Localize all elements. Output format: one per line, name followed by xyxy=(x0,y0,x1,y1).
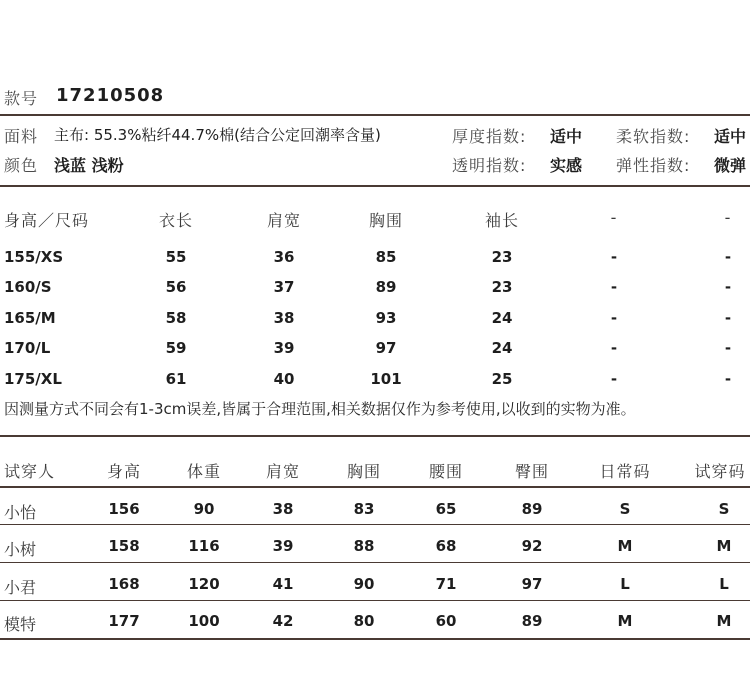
size-cell: - xyxy=(724,278,732,296)
model-cell: L xyxy=(620,575,630,593)
model-header-7: 日常码 xyxy=(599,462,651,481)
transparency-value: 实感 xyxy=(550,156,583,175)
size-header-0: 身高／尺码 xyxy=(4,211,90,230)
size-cell: 24 xyxy=(491,309,513,327)
size-cell: 38 xyxy=(273,309,295,327)
size-cell: 89 xyxy=(375,278,397,296)
size-header-1: 衣长 xyxy=(158,211,193,230)
size-cell: 25 xyxy=(491,370,513,388)
model-row-divider xyxy=(0,486,750,488)
elasticity-label: 弹性指数: xyxy=(616,156,691,175)
size-cell: 36 xyxy=(273,248,295,266)
model-cell: 65 xyxy=(435,500,457,518)
size-cell: 58 xyxy=(165,309,187,327)
model-header-8: 试穿码 xyxy=(694,462,746,481)
model-row-divider xyxy=(0,524,750,525)
model-header-2: 体重 xyxy=(186,462,221,481)
size-row-label: 160/S xyxy=(4,278,52,296)
size-cell: 59 xyxy=(165,339,187,357)
measurement-note: 因测量方式不同会有1-3cm误差,皆属于合理范围,相关数据仅作为参考使用,以收到的实物为准。 xyxy=(4,400,636,418)
model-cell: S xyxy=(619,500,631,518)
divider-top xyxy=(0,114,750,116)
softness-value: 适中 xyxy=(714,127,747,146)
model-cell: 158 xyxy=(108,537,140,555)
size-cell: 39 xyxy=(273,339,295,357)
model-cell: 89 xyxy=(521,612,543,630)
color-values: 浅蓝 浅粉 xyxy=(54,156,124,175)
thickness-value: 适中 xyxy=(550,127,583,146)
model-row-divider xyxy=(0,638,750,640)
style-no: 17210508 xyxy=(56,85,165,106)
size-cell: - xyxy=(610,248,618,266)
size-row-label: 155/XS xyxy=(4,248,64,266)
size-cell: - xyxy=(724,339,732,357)
model-cell: M xyxy=(716,537,732,555)
model-cell: 83 xyxy=(353,500,375,518)
model-cell: 156 xyxy=(108,500,140,518)
size-cell: 93 xyxy=(375,309,397,327)
model-name: 小怡 xyxy=(4,503,37,522)
model-name: 模特 xyxy=(4,615,37,634)
model-name: 小君 xyxy=(4,578,37,597)
model-header-6: 臀围 xyxy=(514,462,549,481)
model-cell: 42 xyxy=(272,612,294,630)
size-cell: 97 xyxy=(375,339,397,357)
size-cell: 56 xyxy=(165,278,187,296)
model-cell: M xyxy=(617,612,633,630)
model-cell: 80 xyxy=(353,612,375,630)
model-row-divider xyxy=(0,600,750,601)
elasticity-value: 微弹 xyxy=(714,156,747,175)
model-header-0: 试穿人 xyxy=(4,462,56,481)
model-row-divider xyxy=(0,562,750,563)
size-row-label: 175/XL xyxy=(4,370,62,388)
model-cell: 100 xyxy=(188,612,220,630)
size-cell: - xyxy=(610,339,618,357)
size-cell: - xyxy=(610,278,618,296)
size-cell: - xyxy=(724,309,732,327)
size-cell: 23 xyxy=(491,248,513,266)
thickness-label: 厚度指数: xyxy=(452,127,527,146)
size-cell: - xyxy=(724,248,732,266)
model-name: 小树 xyxy=(4,540,37,559)
model-header-5: 腰围 xyxy=(428,462,463,481)
style-no-label: 款号 xyxy=(4,89,39,108)
model-cell: 88 xyxy=(353,537,375,555)
size-cell: - xyxy=(610,370,618,388)
model-cell: L xyxy=(719,575,729,593)
size-cell: - xyxy=(724,370,732,388)
size-header-5: - xyxy=(610,208,618,227)
model-header-4: 胸围 xyxy=(346,462,381,481)
model-cell: 60 xyxy=(435,612,457,630)
size-row-label: 165/M xyxy=(4,309,56,327)
model-cell: S xyxy=(718,500,730,518)
size-header-6: - xyxy=(724,208,732,227)
size-cell: 23 xyxy=(491,278,513,296)
size-header-3: 胸围 xyxy=(368,211,403,230)
model-cell: 68 xyxy=(435,537,457,555)
model-cell: M xyxy=(716,612,732,630)
size-cell: 55 xyxy=(165,248,187,266)
size-row-label: 170/L xyxy=(4,339,51,357)
model-cell: 38 xyxy=(272,500,294,518)
model-cell: 90 xyxy=(353,575,375,593)
size-cell: 101 xyxy=(370,370,402,388)
size-cell: 40 xyxy=(273,370,295,388)
model-cell: 92 xyxy=(521,537,543,555)
transparency-label: 透明指数: xyxy=(452,156,527,175)
model-cell: 97 xyxy=(521,575,543,593)
model-cell: 168 xyxy=(108,575,140,593)
model-cell: 89 xyxy=(521,500,543,518)
fabric-label: 面料 xyxy=(4,127,39,146)
size-cell: 37 xyxy=(273,278,295,296)
model-cell: M xyxy=(617,537,633,555)
model-cell: 90 xyxy=(193,500,215,518)
size-cell: - xyxy=(610,309,618,327)
divider-size-table xyxy=(0,185,750,187)
size-header-4: 袖长 xyxy=(484,211,519,230)
fabric-composition: 主布: 55.3%粘纤44.7%棉(结合公定回潮率含量) xyxy=(54,126,381,144)
divider-model-table xyxy=(0,435,750,437)
model-cell: 39 xyxy=(272,537,294,555)
size-cell: 85 xyxy=(375,248,397,266)
model-cell: 177 xyxy=(108,612,140,630)
model-cell: 71 xyxy=(435,575,457,593)
size-cell: 61 xyxy=(165,370,187,388)
model-cell: 41 xyxy=(272,575,294,593)
model-header-1: 身高 xyxy=(106,462,141,481)
model-cell: 116 xyxy=(188,537,220,555)
size-cell: 24 xyxy=(491,339,513,357)
model-cell: 120 xyxy=(188,575,220,593)
model-header-3: 肩宽 xyxy=(265,462,300,481)
size-header-2: 肩宽 xyxy=(266,211,301,230)
color-label: 颜色 xyxy=(4,156,39,175)
softness-label: 柔软指数: xyxy=(616,127,691,146)
